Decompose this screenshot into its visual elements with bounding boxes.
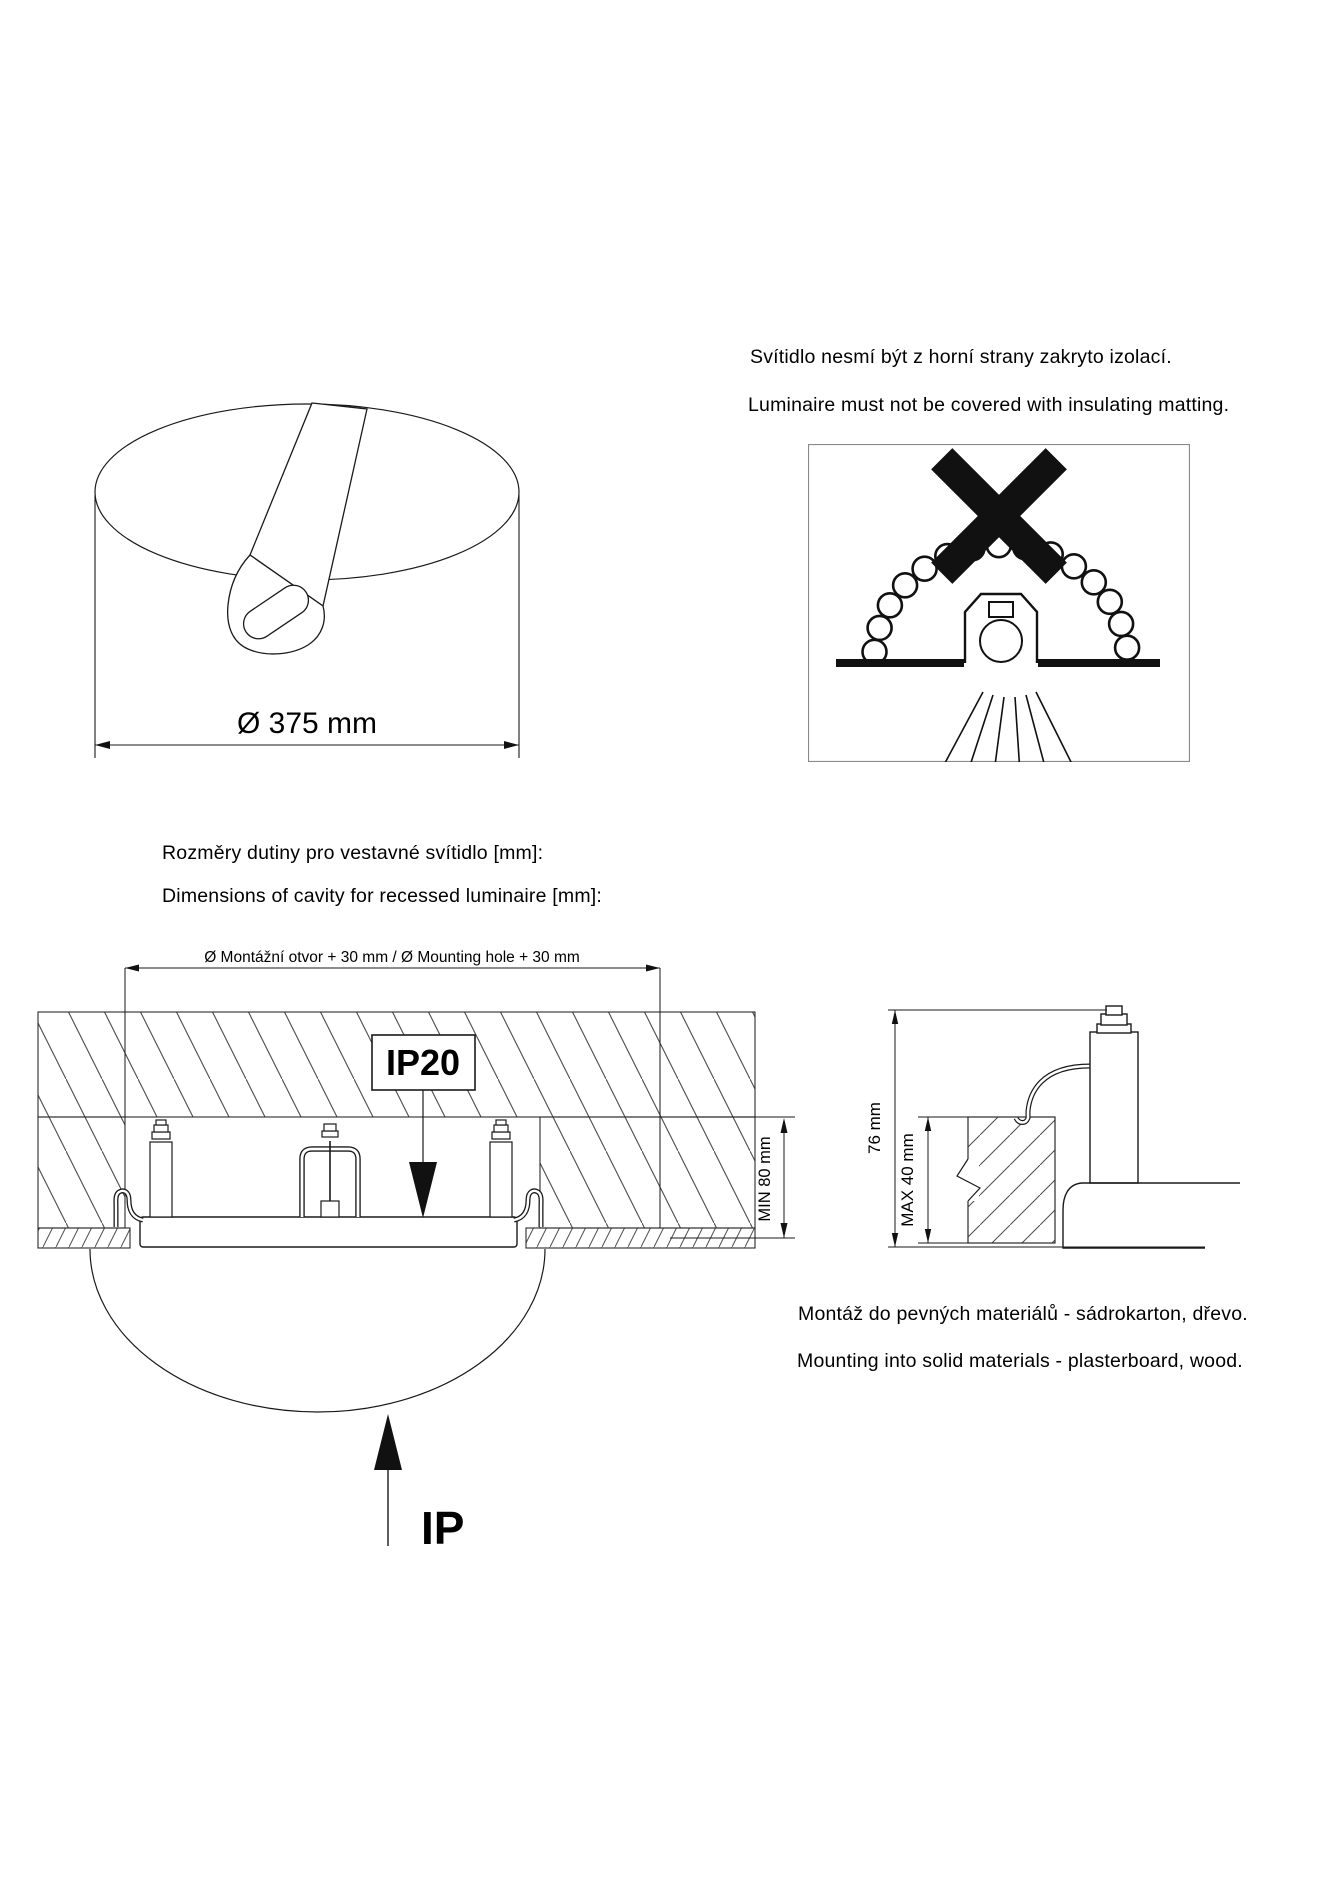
note-cavity-cz: Rozměry dutiny pro vestavné svítidlo [mm]: (162, 842, 544, 864)
height-label: 76 mm (865, 1102, 884, 1154)
panel-thickness-label: MAX 40 mm (898, 1133, 917, 1227)
ip-label: IP (421, 1502, 465, 1554)
recessed-lamp-icon (965, 594, 1037, 663)
ip20-pointer-arrow (409, 1162, 437, 1218)
mounting-post-left (150, 1120, 172, 1217)
luminaire-rim (1063, 1183, 1240, 1248)
ceiling-board-left (38, 1228, 130, 1248)
ip-indicator (374, 1414, 464, 1554)
glass-dome (90, 1249, 545, 1412)
ip20-badge (372, 1035, 475, 1218)
spring-clip (1016, 1066, 1090, 1123)
note-insulation-en: Luminaire must not be covered with insulating matting. (748, 394, 1230, 416)
hole-diameter-dimension (95, 707, 519, 749)
note-mounting-cz: Montáž do pevných materiálů - sádrokarton, dřevo. (798, 1303, 1248, 1325)
no-insulation-pictogram (808, 444, 1190, 762)
note-mounting-en: Mounting into solid materials - plasterboard, wood. (797, 1350, 1243, 1372)
luminaire-body (116, 1120, 541, 1247)
note-insulation-cz: Svítidlo nesmí být z horní strany zakryto izolací. (750, 346, 1172, 368)
hole-diameter-label: Ø 375 mm (236, 707, 378, 740)
spring-flange-right (514, 1191, 541, 1227)
side-mounting-detail-drawing (860, 985, 1290, 1275)
center-bracket (302, 1124, 358, 1217)
mounting-post-right (490, 1120, 512, 1217)
note-cavity-en: Dimensions of cavity for recessed luminaire [mm]: (162, 885, 603, 907)
cavity-cross-section-drawing (30, 935, 810, 1565)
mounting-hole-drawing (60, 325, 540, 770)
cavity-depth-label: MIN 80 mm (756, 1136, 774, 1222)
detail-mounting-post (1090, 1006, 1138, 1183)
luminaire-plate (140, 1217, 517, 1247)
plasterboard-panel (957, 1117, 1055, 1243)
ip20-label: IP20 (385, 1042, 461, 1083)
mounting-hole-label: Ø Montážní otvor + 30 mm / Ø Mounting hole + 30 mm (204, 949, 580, 966)
panel-thickness-dimension (898, 1117, 968, 1243)
handsaw-icon (228, 403, 367, 654)
ip-up-arrow (374, 1414, 402, 1470)
